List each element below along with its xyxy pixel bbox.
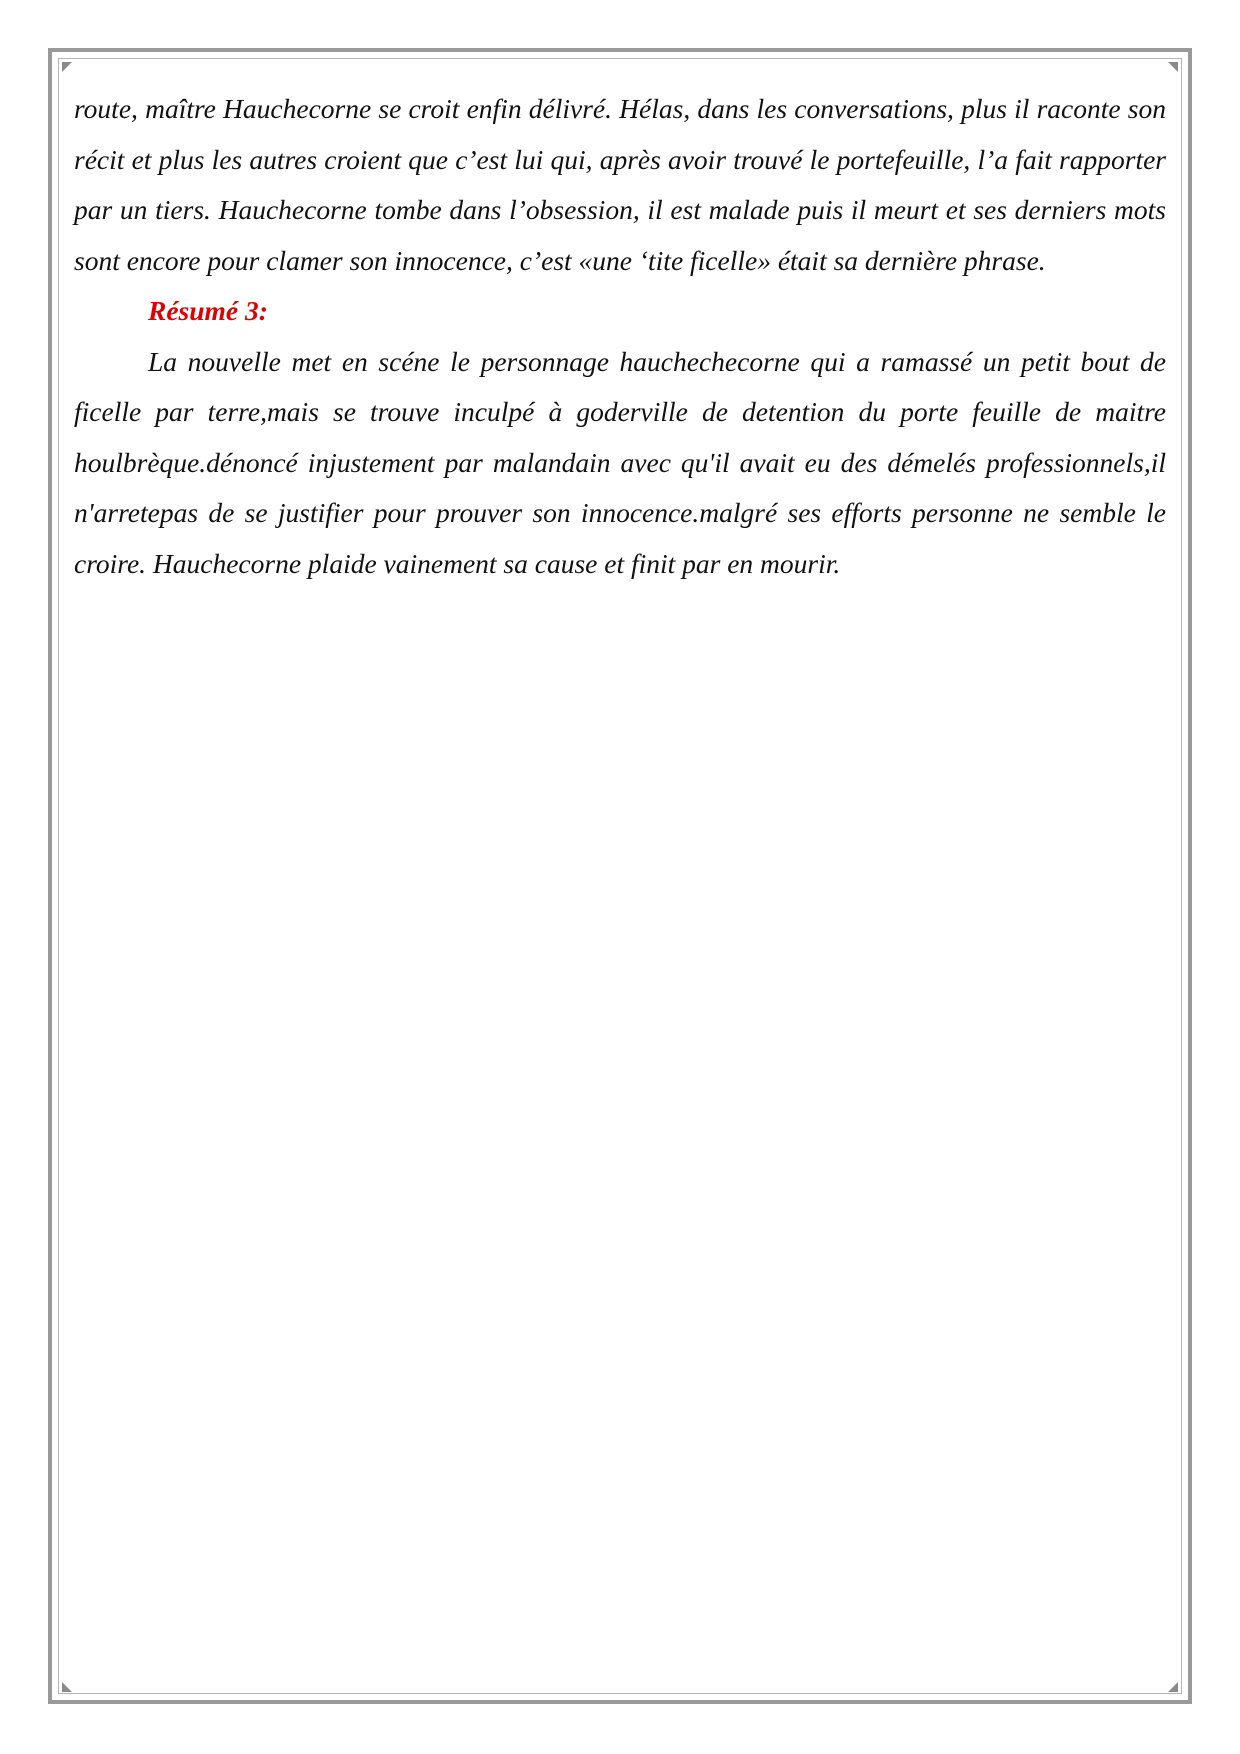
page-content [74, 84, 1166, 589]
corner-ornament-bottom-left [62, 1682, 72, 1692]
corner-ornament-top-right [1168, 62, 1178, 72]
summary-3-heading: Résumé 3: [148, 295, 268, 326]
corner-ornament-bottom-right [1168, 1682, 1178, 1692]
corner-ornament-top-left [62, 62, 72, 72]
continued-paragraph: route, maître Hauchecorne se croit enfin délivré. Hélas, dans les conversations, plus il raconte son récit et plus les autres croient que c’est lui qui, après avoir trouvé le portefeuille, l’a fait rapporter par un tiers. Hauchecorne tombe dans l’obsession, il est malade puis il meurt et ses derniers mots sont encore pour clamer son innocence, c’est «une ‘tite ficelle» était sa dernière phrase. [74, 93, 1166, 276]
summary-3-text: La nouvelle met en scéne le personnage hauchechecorne qui a ramassé un petit bout de ficelle par terre,mais se trouve inculpé à goderville de detention du porte feuille de maitre houlbrèque.dénoncé injustement par malandain avec qu'il avait eu des démelés professionnels,il n'arretepas de se justifier pour prouver son innocence.malgré ses efforts personne ne semble le croire. Hauchecorne plaide vainement sa cause et finit par en mourir. [74, 345, 1166, 579]
